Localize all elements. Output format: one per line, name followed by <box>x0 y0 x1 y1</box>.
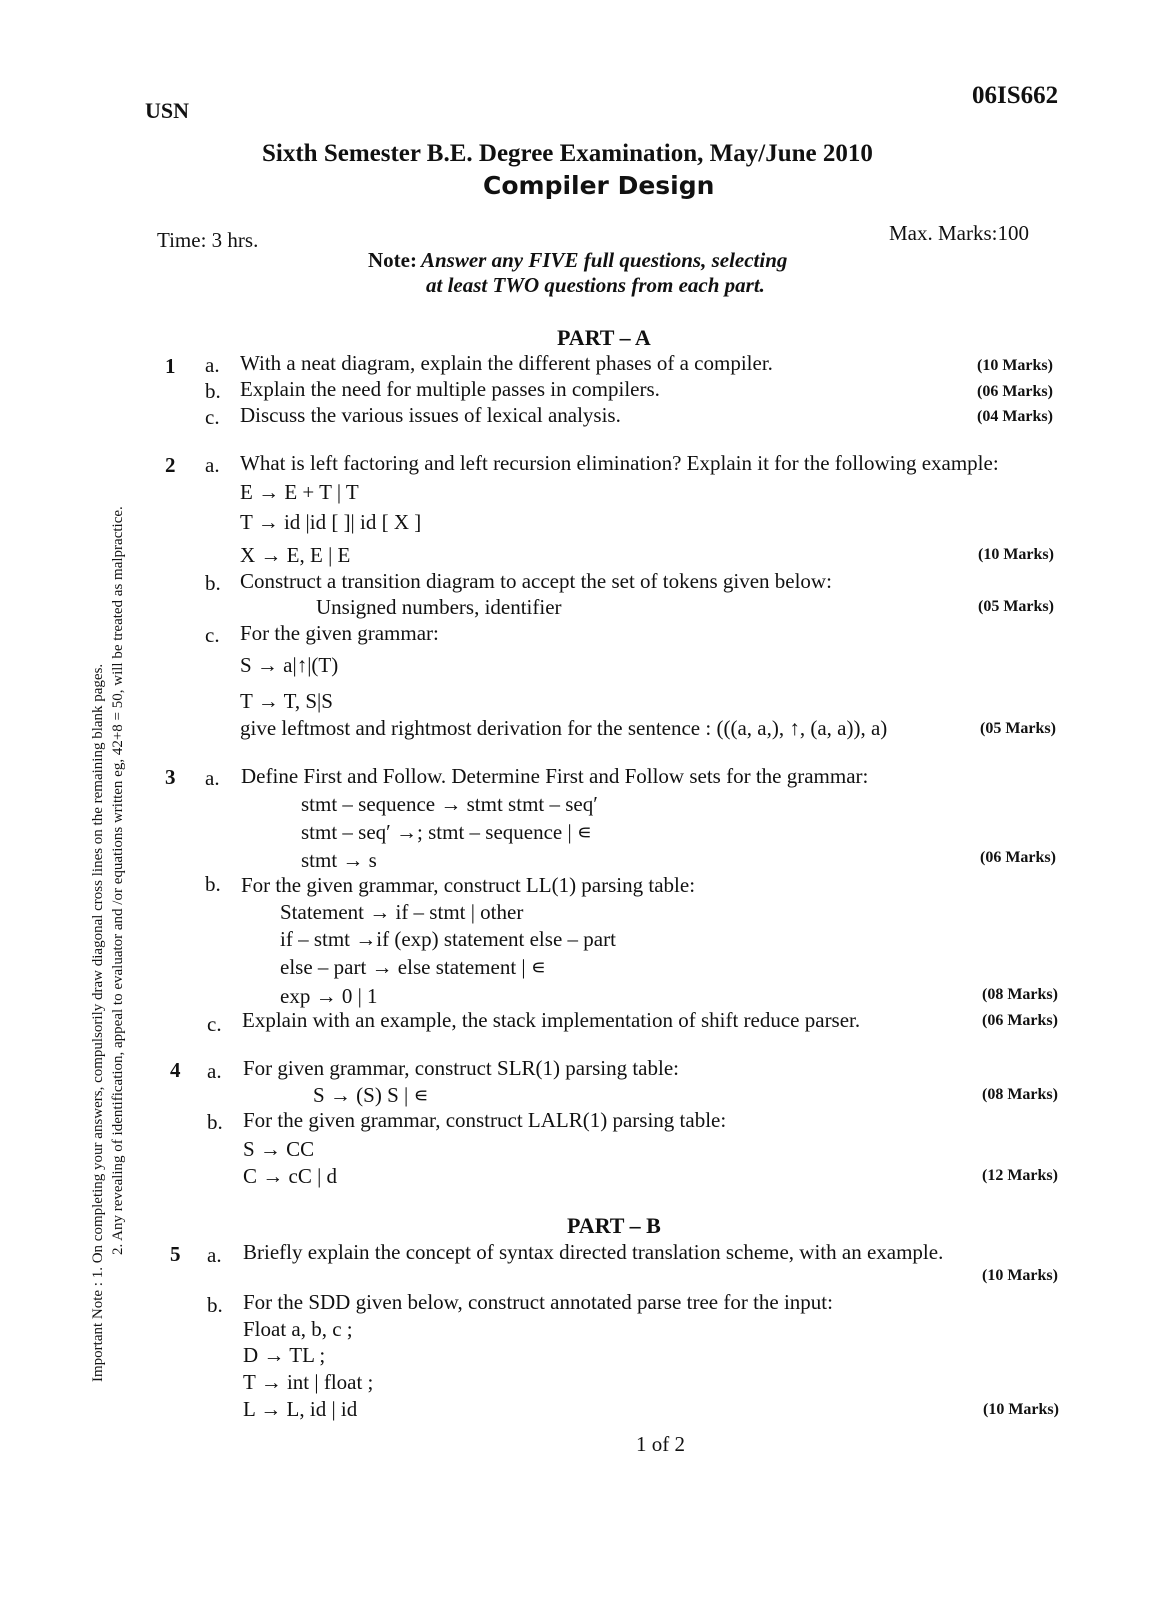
q5a-marks: (10 Marks) <box>982 1267 1058 1284</box>
max-marks: Max. Marks:100 <box>889 221 1029 245</box>
q4a-label: a. <box>207 1059 222 1083</box>
q2a-marks: (10 Marks) <box>978 546 1054 563</box>
q2a-grammar-1: E → E + T | T <box>240 480 359 504</box>
q3b-grammar-1: Statement → if – stmt | other <box>280 900 524 924</box>
q5a-text: Briefly explain the concept of syntax directed translation scheme, with an example. <box>243 1240 944 1264</box>
q2c-text: For the given grammar: <box>240 621 439 645</box>
q2c-grammar-2: T → T, S|S <box>240 689 333 713</box>
part-a-heading: PART – A <box>557 325 651 350</box>
q2c-text-2: give leftmost and rightmost derivation for the sentence : (((a, a,), ↑, (a, a)), a) <box>240 716 888 740</box>
time-label: Time: 3 hrs. <box>157 228 259 252</box>
q2c-label: c. <box>205 623 220 647</box>
part-b-heading: PART – B <box>567 1213 661 1238</box>
q3b-marks: (08 Marks) <box>982 986 1058 1003</box>
q3b-grammar-3: else – part → else statement | ∊ <box>280 955 546 979</box>
q1-number: 1 <box>165 354 176 378</box>
q4b-marks: (12 Marks) <box>982 1167 1058 1184</box>
q5b-text: For the SDD given below, construct annotated parse tree for the input: <box>243 1290 833 1314</box>
instructions-note <box>368 248 787 273</box>
q3a-grammar-1: stmt – sequence → stmt stmt – seq′ <box>301 792 598 816</box>
q3a-text: Define First and Follow. Determine First and Follow sets for the grammar: <box>241 764 869 788</box>
q2b-label: b. <box>205 571 221 595</box>
page-number: 1 of 2 <box>636 1432 685 1456</box>
q4b-grammar-2: C → cC | d <box>243 1164 338 1188</box>
exam-title: Sixth Semester B.E. Degree Examination, May/June 2010 <box>262 140 873 167</box>
q1c-label: c. <box>205 405 220 429</box>
q2c-marks: (05 Marks) <box>980 720 1056 737</box>
q3a-marks: (06 Marks) <box>980 849 1056 866</box>
q5b-grammar-3: L → L, id | id <box>243 1397 358 1421</box>
q2b-text: Construct a transition diagram to accept the set of tokens given below: <box>240 569 832 593</box>
q1c-text: Discuss the various issues of lexical analysis. <box>240 403 621 427</box>
subject-title: Compiler Design <box>483 171 715 200</box>
q5a-label: a. <box>207 1243 222 1267</box>
q2a-grammar-2: T → id |id [ ]| id [ X ] <box>240 510 422 534</box>
q5-number: 5 <box>170 1242 181 1266</box>
note-prefix: Note: <box>368 248 417 272</box>
q3c-label: c. <box>207 1012 222 1036</box>
q2a-text: What is left factoring and left recursion elimination? Explain it for the following example: <box>240 451 999 475</box>
q2c-grammar-1: S → a|↑|(T) <box>240 653 339 677</box>
q3b-grammar-2: if – stmt →if (exp) statement else – part <box>280 927 616 951</box>
q3-number: 3 <box>165 765 176 789</box>
q4a-text: For given grammar, construct SLR(1) parsing table: <box>243 1056 679 1080</box>
q1a-label: a. <box>205 353 220 377</box>
q4a-marks: (08 Marks) <box>982 1086 1058 1103</box>
q4a-grammar-1: S → (S) S | ∊ <box>313 1083 429 1107</box>
q3b-text: For the given grammar, construct LL(1) parsing table: <box>241 873 696 897</box>
side-note-line-1: Important Note : 1. On completing your answers, compulsorily draw diagonal cross lines on the remaining blank pages. <box>90 663 106 1382</box>
q2-number: 2 <box>165 453 176 477</box>
q1b-marks: (06 Marks) <box>977 383 1053 400</box>
q2b-marks: (05 Marks) <box>978 598 1054 615</box>
q3c-text: Explain with an example, the stack implementation of shift reduce parser. <box>242 1008 861 1032</box>
q2a-label: a. <box>205 453 220 477</box>
q1b-label: b. <box>205 379 221 403</box>
q3c-marks: (06 Marks) <box>982 1012 1058 1029</box>
note-line-1: Answer any FIVE full questions, selecting <box>420 248 788 272</box>
q1b-text: Explain the need for multiple passes in compilers. <box>240 377 660 401</box>
q3a-grammar-2: stmt – seq′ →; stmt – sequence | ∊ <box>301 820 593 844</box>
q2b-tokens: Unsigned numbers, identifier <box>316 595 562 619</box>
q5b-marks: (10 Marks) <box>983 1401 1059 1418</box>
q5b-input: Float a, b, c ; <box>243 1317 353 1341</box>
q5b-grammar-2: T → int | float ; <box>243 1370 374 1394</box>
q3a-grammar-3: stmt → s <box>301 848 377 872</box>
q4b-grammar-1: S → CC <box>243 1137 315 1161</box>
q5b-grammar-1: D → TL ; <box>243 1343 326 1367</box>
q5b-label: b. <box>207 1293 223 1317</box>
usn-label: USN <box>145 98 190 123</box>
q3a-label: a. <box>205 766 220 790</box>
q1c-marks: (04 Marks) <box>977 408 1053 425</box>
side-note-line-2: 2. Any revealing of identification, appeal to evaluator and /or equations written eg, 42+8 = 50, will be treated as malpractice. <box>110 506 126 1255</box>
q2a-grammar-3: X → E, E | E <box>240 543 351 567</box>
q1a-marks: (10 Marks) <box>977 357 1053 374</box>
q1a-text: With a neat diagram, explain the different phases of a compiler. <box>240 351 773 375</box>
q3b-grammar-4: exp → 0 | 1 <box>280 984 378 1008</box>
paper-code: 06IS662 <box>972 82 1059 109</box>
q4b-label: b. <box>207 1110 223 1134</box>
q3b-label: b. <box>205 872 221 896</box>
q4b-text: For the given grammar, construct LALR(1) parsing table: <box>243 1108 727 1132</box>
q4-number: 4 <box>170 1058 181 1082</box>
note-line-2: at least TWO questions from each part. <box>426 273 765 297</box>
